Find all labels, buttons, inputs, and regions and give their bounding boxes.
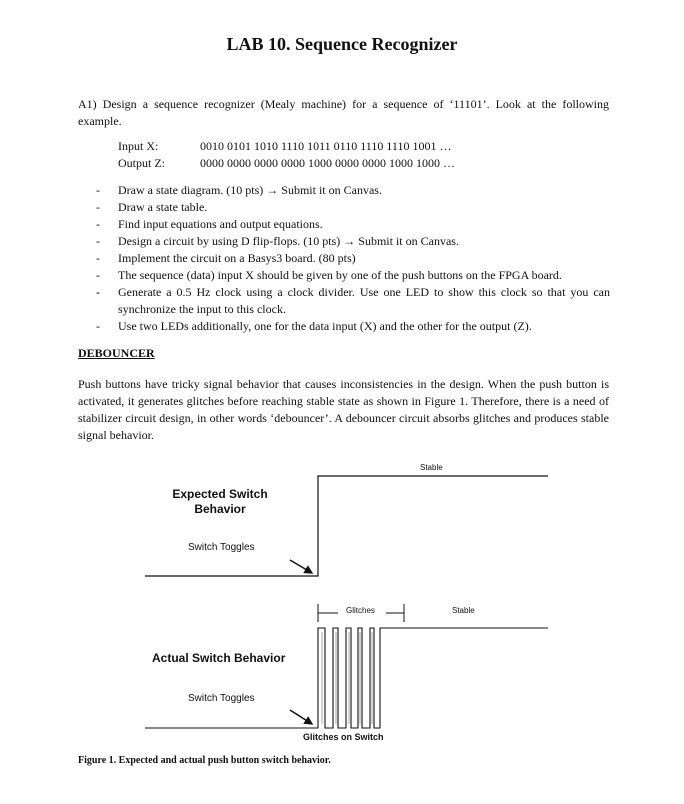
glitches-on-switch-label: Glitches on Switch (303, 732, 384, 742)
list-item: - Draw a state table. (96, 200, 208, 214)
switch-toggles-arrow-top (290, 560, 312, 573)
switch-toggles-label-top: Switch Toggles (188, 542, 255, 553)
list-item: - Implement the circuit on a Basys3 board. (80 pts) (96, 251, 356, 265)
page-title: LAB 10. Sequence Recognizer (226, 34, 458, 54)
actual-switch-title: Actual Switch Behavior (152, 651, 286, 665)
section-heading-debouncer: DEBOUNCER (78, 346, 155, 360)
output-label: Output Z: (118, 156, 165, 170)
actual-waveform-inner (322, 632, 372, 724)
stable-label-top: Stable (420, 463, 443, 472)
list-item: - Draw a state diagram. (10 pts) → Submit it on Canvas. (96, 183, 382, 197)
expected-switch-title: Expected Switch Behavior (172, 487, 268, 516)
switch-toggles-arrow-bottom (290, 710, 312, 724)
debouncer-paragraph: Push buttons have tricky signal behavior that causes inconsistencies in the design. When the push button is activated, it generates glitches before reaching stable state as shown in Figure 1. Therefore, there is a need of stabilizer circuit design, in other words ‘debouncer’. A debouncer circuit absorbs glitches and produces stable signal behavior. (78, 377, 609, 442)
glitches-label: Glitches (346, 606, 375, 615)
input-label: Input X: (118, 139, 159, 153)
figure-caption: Figure 1. Expected and actual push button switch behavior. (78, 755, 331, 766)
switch-toggles-label-bottom: Switch Toggles (188, 693, 255, 704)
output-value: 0000 0000 0000 0000 1000 0000 0000 1000 1000 … (200, 156, 455, 170)
list-item: - Design a circuit by using D flip-flops. (10 pts) → Submit it on Canvas. (96, 234, 459, 248)
list-item: - Find input equations and output equations. (96, 217, 323, 231)
actual-waveform (145, 628, 548, 728)
intro-paragraph: A1) Design a sequence recognizer (Mealy machine) for a sequence of ‘11101’. Look at the following example. (78, 97, 609, 128)
list-item: - Generate a 0.5 Hz clock using a clock divider. Use one LED to show this clock so that you can synchronize the input to this clock. (96, 285, 610, 316)
stable-label-bottom: Stable (452, 606, 475, 615)
list-item: - The sequence (data) input X should be given by one of the push buttons on the FPGA board. (96, 268, 562, 282)
input-value: 0010 0101 1010 1110 1011 0110 1110 1110 1001 … (200, 139, 452, 153)
list-item: - Use two LEDs additionally, one for the data input (X) and the other for the output (Z). (96, 319, 532, 333)
